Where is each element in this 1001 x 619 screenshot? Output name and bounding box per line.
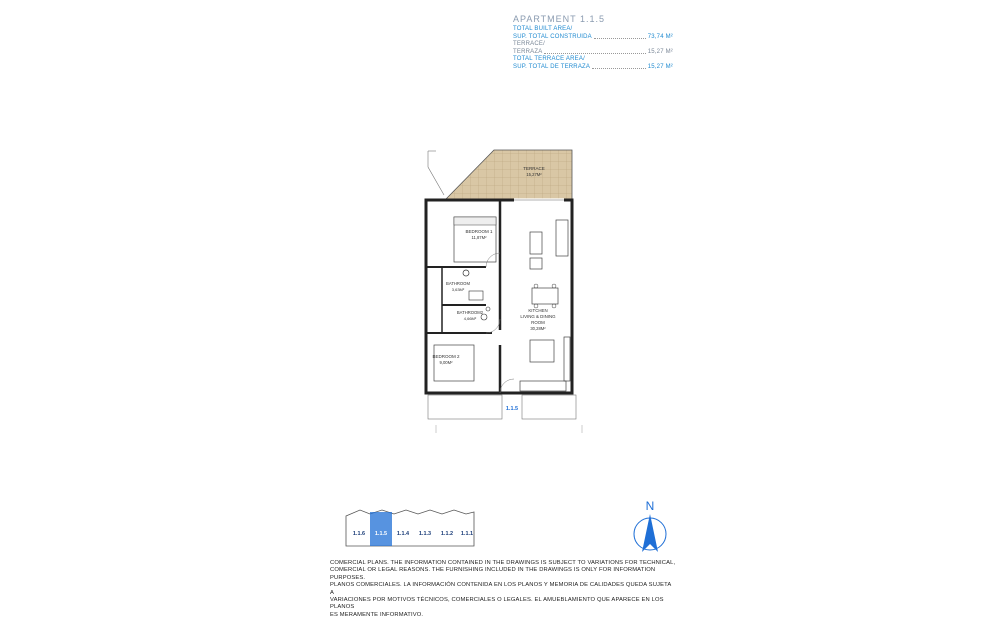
key-unit-label: 1.1.4 <box>396 531 410 537</box>
key-unit-label: 1.1.2 <box>440 531 454 537</box>
area-row: TOTAL BUILT AREA/ <box>513 26 573 32</box>
key-unit-label: 1.1.6 <box>352 531 366 537</box>
key-plan <box>342 506 478 550</box>
apartment-title: APARTMENT 1.1.5 <box>513 14 606 24</box>
bedroom1-area: 11,87M² <box>471 235 487 240</box>
north-compass <box>625 496 675 558</box>
terrace-area-label: 15,27M² <box>526 172 542 177</box>
bathroom1-label: BATHROOM <box>446 281 470 286</box>
area-row: SUP. TOTAL CONSTRUIDA 73,74 M² <box>513 33 673 40</box>
key-unit-label: 1.1.1 <box>460 531 474 537</box>
key-unit-highlight <box>370 512 392 546</box>
area-row: SUP. TOTAL DE TERRAZA 15,27 M² <box>513 63 673 70</box>
living-label-2: LIVING & DINING <box>520 314 556 319</box>
living-area: 30,28M² <box>530 326 546 331</box>
disclaimer-notes: COMERCIAL PLANS. THE INFORMATION CONTAINED IN THE DRAWINGS IS SUBJECT TO VARIATIONS FOR TECHNICAL, COMERCIAL OR LEGAL REASONS. THE FURNISHING INCLUDED IN THE DRAWINGS IS ONLY FOR INFORMATION PURPOSES. PLANOS COMERCIALES. LA INFORMACIÓN CONTENIDA EN LOS PLANOS Y MEMORIA DE CALIDADES QUEDA SUJETA A VARIACIONES POR MOTIVOS TÉCNICOS, COMERCIALES O LEGALES. EL AMUEBLAMIENTO QUE APARECE EN LOS PLANOS ES MERAMENTE INFORMATIVO. <box>330 560 676 618</box>
key-unit-label: 1.1.5 <box>374 531 388 537</box>
area-row: TERRACE/ <box>513 41 545 47</box>
compass-arrow-icon <box>642 514 658 552</box>
unit-label: 1.1.5 <box>505 406 519 412</box>
key-unit-label: 1.1.3 <box>418 531 432 537</box>
bathroom1-area: 3,63M² <box>451 287 465 292</box>
living-label-3: ROOM <box>531 320 545 325</box>
area-row: TERRAZA 15,27 M² <box>513 48 673 55</box>
bedroom1-label: BEDROOM 1 <box>465 229 493 234</box>
area-summary <box>513 14 673 71</box>
area-row: TOTAL TERRACE AREA/ <box>513 56 585 62</box>
bedroom2-label: BEDROOM 2 <box>432 354 460 359</box>
floor-plan <box>414 145 590 435</box>
bathroom2-area: 4,66M² <box>463 316 477 321</box>
north-label: N <box>645 499 655 513</box>
living-label-1: KITCHEN <box>528 308 548 313</box>
bedroom2-area: 9,00M² <box>439 360 453 365</box>
bathroom2-label: BATHROOM2 <box>456 310 484 315</box>
terrace-label: TERRACE <box>523 166 545 171</box>
